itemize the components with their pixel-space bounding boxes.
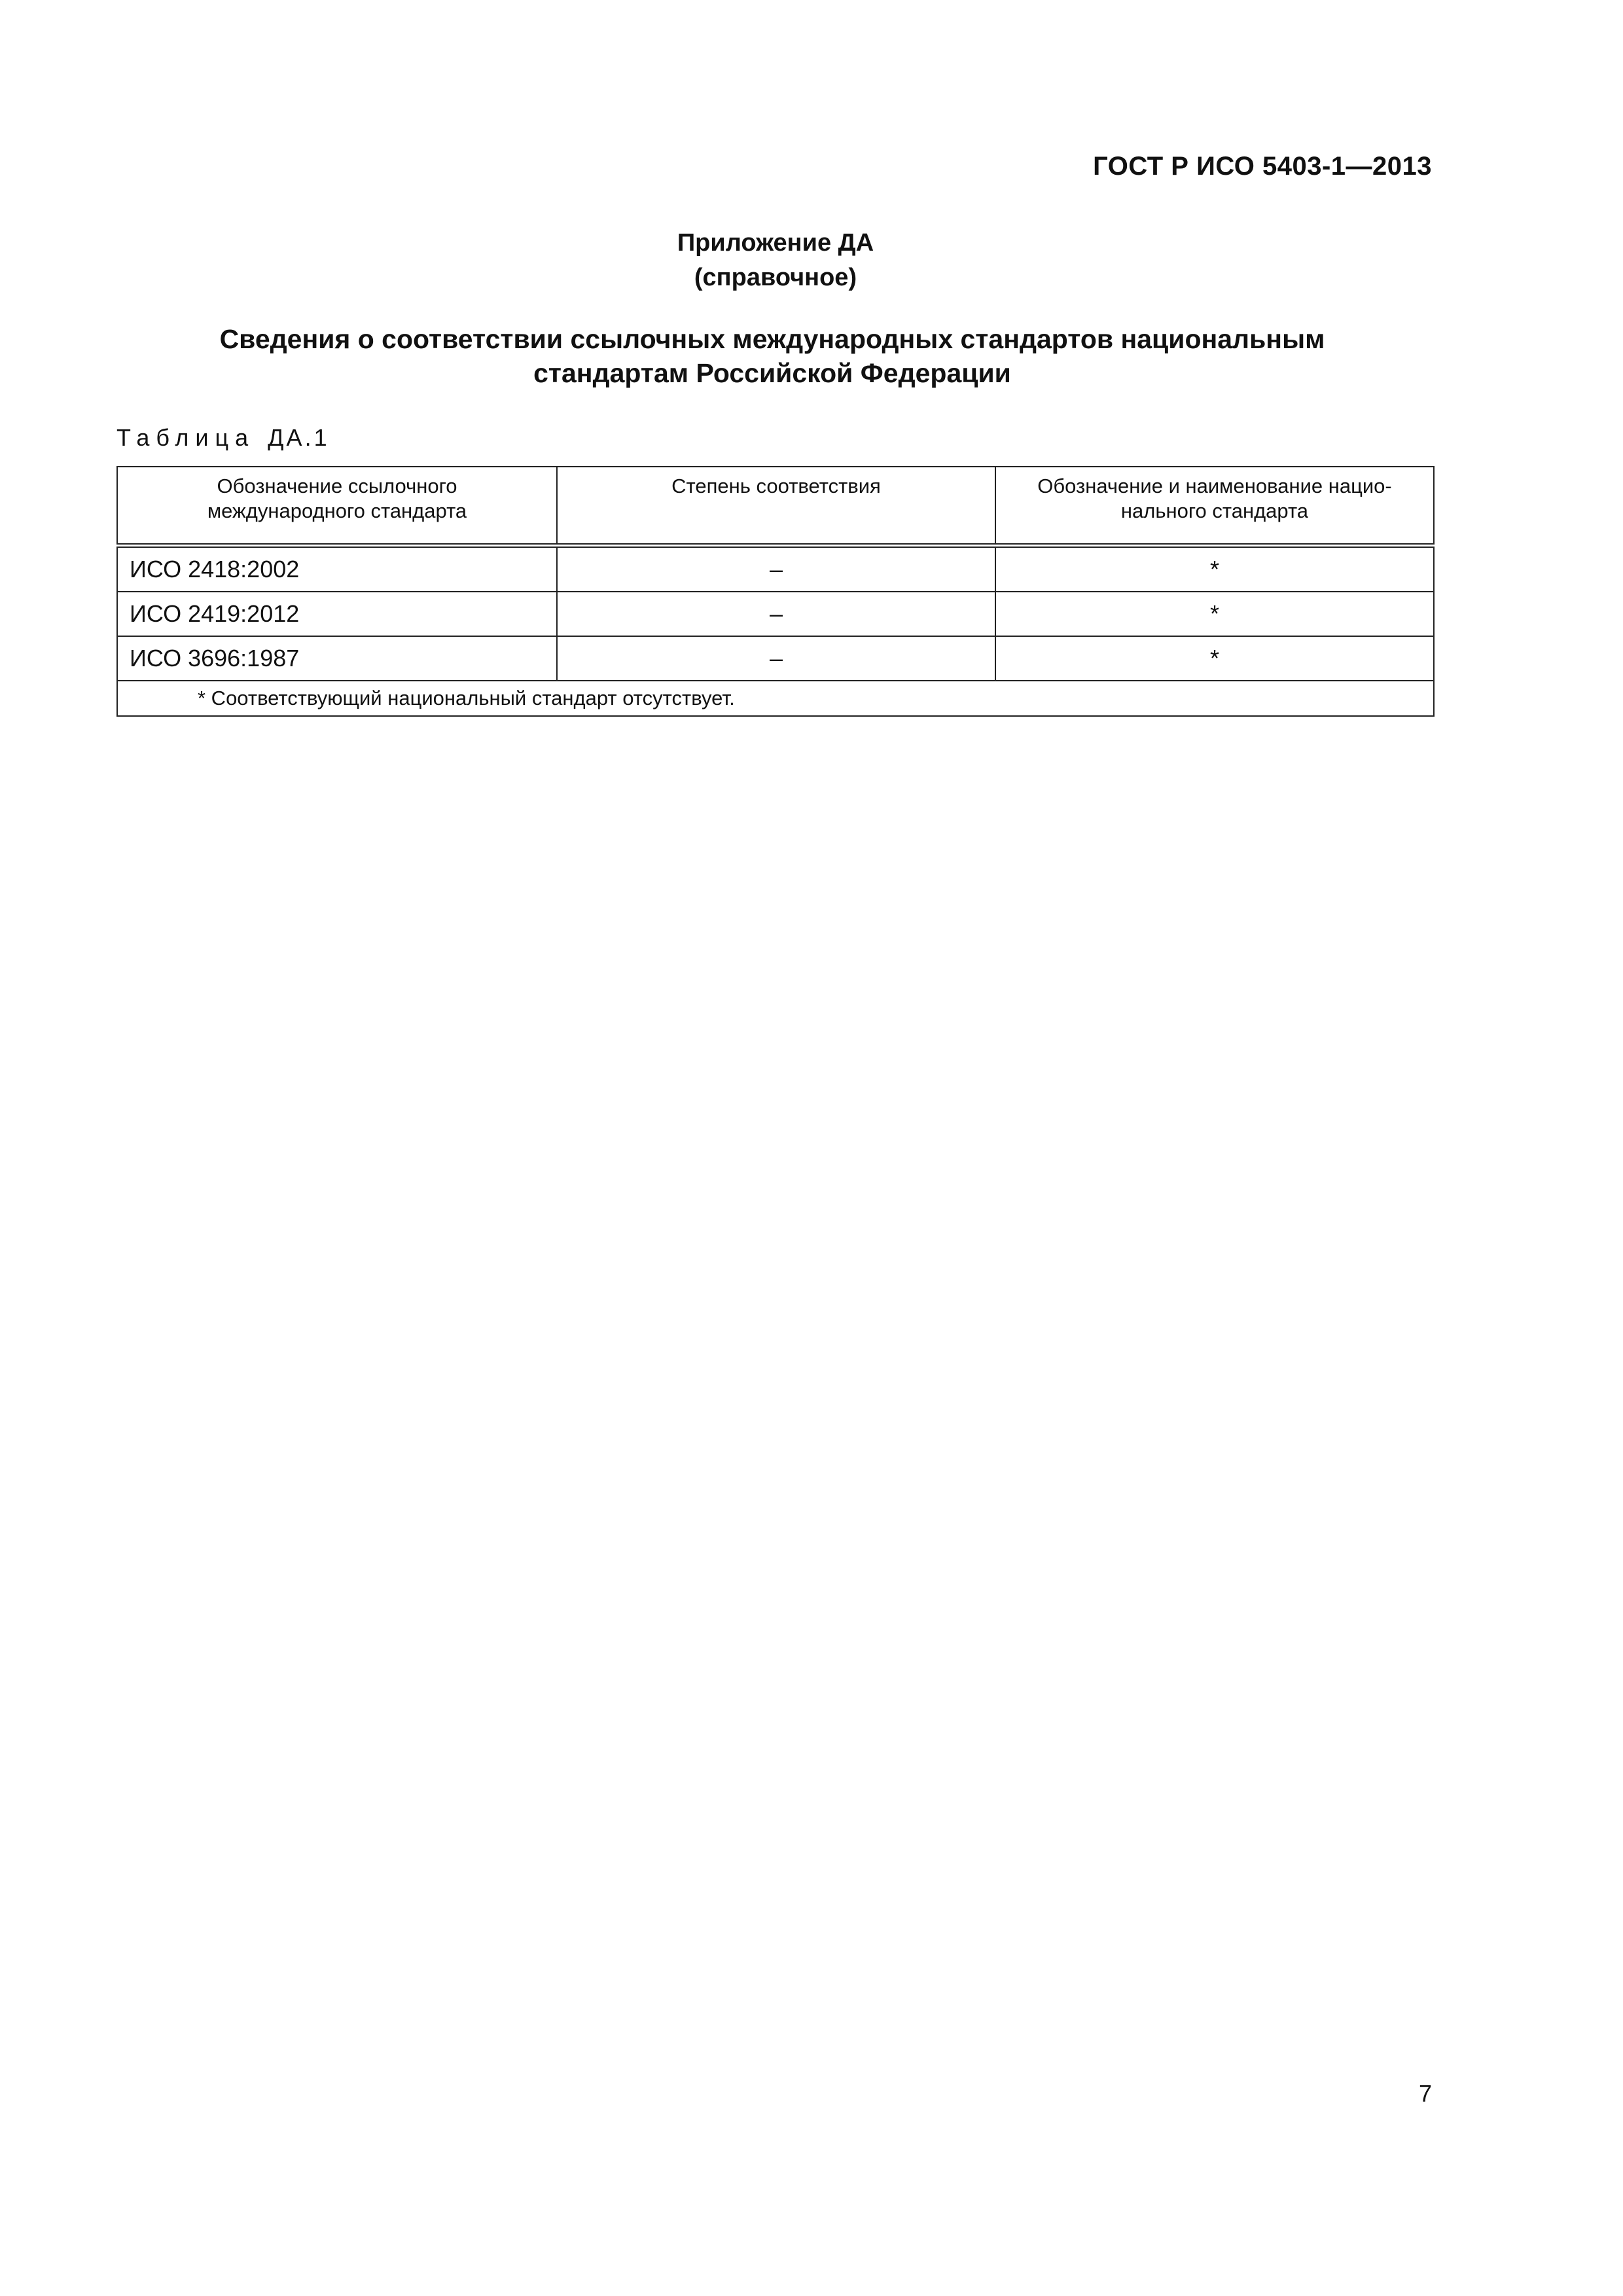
table-row <box>117 636 1434 681</box>
cell-national: * <box>995 592 1434 636</box>
document-code: ГОСТ Р ИСО 5403-1—2013 <box>1093 152 1432 181</box>
header-text: Обозначение и наименование нацио- <box>1037 475 1392 497</box>
cell-national: * <box>995 546 1434 592</box>
header-international-standard <box>117 467 557 546</box>
section-title-line: Сведения о соответствии ссылочных международных стандартов национальным <box>219 324 1325 354</box>
appendix-heading <box>0 226 1551 295</box>
table-caption-label: Таблица <box>116 424 255 451</box>
table-row <box>117 592 1434 636</box>
table-row <box>117 546 1434 592</box>
cell-degree: – <box>557 546 995 592</box>
cell-standard-code: ИСО 2418:2002 <box>117 546 557 592</box>
header-text: Степень соответствия <box>671 475 881 497</box>
header-text: Обозначение ссылочного <box>217 475 457 497</box>
cell-standard-code: ИСО 2419:2012 <box>117 592 557 636</box>
header-text: нального стандарта <box>1120 499 1309 522</box>
section-title <box>118 322 1427 390</box>
table-caption-number: ДА.1 <box>268 424 330 451</box>
header-text: международного стандарта <box>207 499 467 522</box>
table-header-row <box>117 467 1434 546</box>
cell-degree: – <box>557 592 995 636</box>
header-national-standard <box>995 467 1434 546</box>
cell-national: * <box>995 636 1434 681</box>
appendix-subtitle: (справочное) <box>694 264 857 291</box>
header-degree <box>557 467 995 546</box>
table-footnote-row <box>117 681 1434 716</box>
page-number: 7 <box>1418 2080 1432 2107</box>
appendix-title: Приложение ДА <box>677 229 874 257</box>
cell-degree: – <box>557 636 995 681</box>
section-title-line: стандартам Российской Федерации <box>533 358 1011 388</box>
table-caption <box>116 424 330 452</box>
table-footnote: * Соответствующий национальный стандарт отсутствует. <box>117 681 1434 716</box>
correspondence-table <box>116 466 1435 717</box>
cell-standard-code: ИСО 3696:1987 <box>117 636 557 681</box>
